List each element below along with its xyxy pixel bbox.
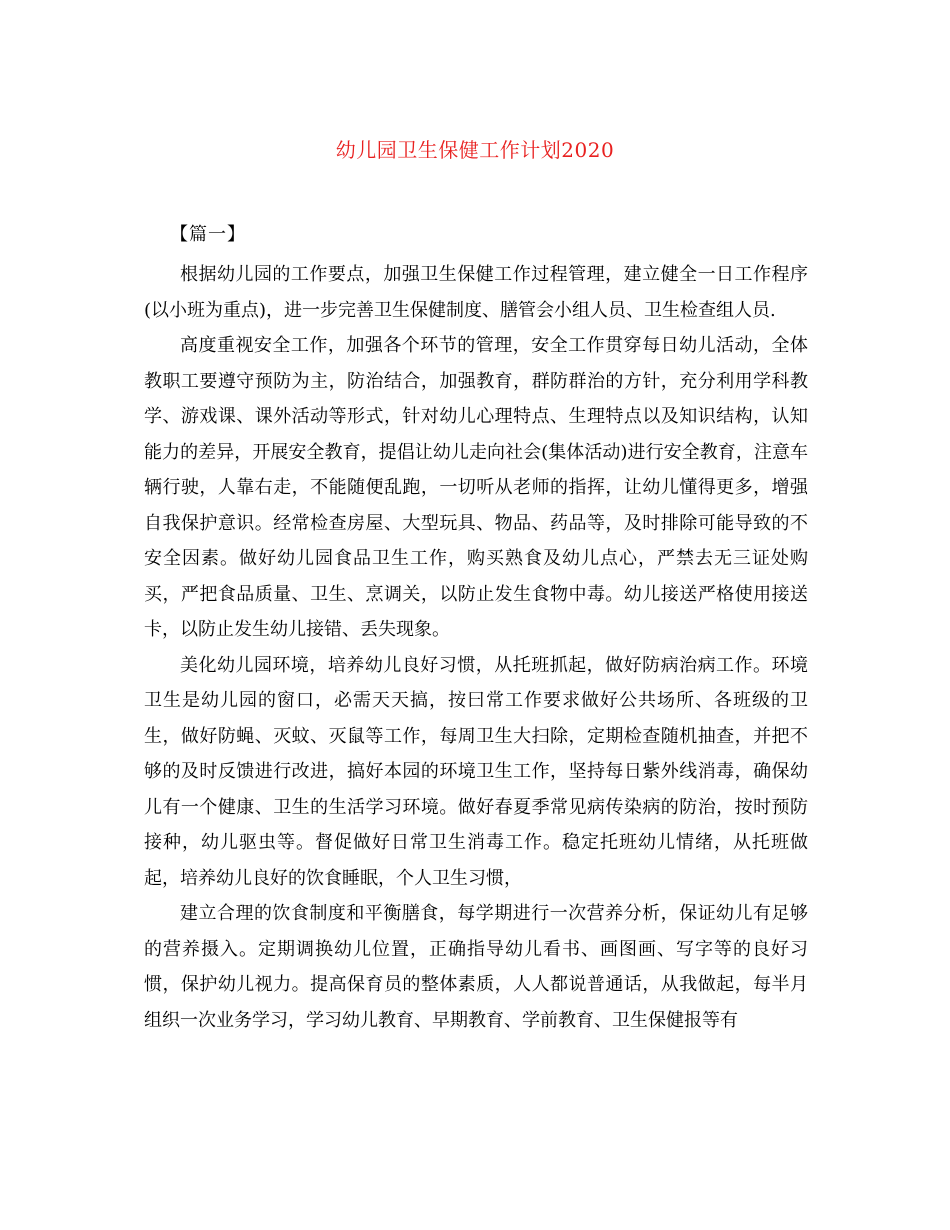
section-label: 【篇一】 [170,224,246,245]
paragraph: 建立合理的饮食制度和平衡膳食，每学期进行一次营养分析，保证幼儿有足够的营养摄入。定期调换幼儿位置，正确指导幼儿看书、画图画、写字等的良好习惯，保护幼儿视力。提高保育员的整体素质，人人都说普通话，从我做起，每半月组织一次业务学习，学习幼儿教育、早期教育、学前教育、卫生保健报等有 [144,903,808,1031]
document-title: 幼儿园卫生保健工作计划2020 [335,138,615,162]
document-body [144,257,808,1038]
paragraph: 根据幼儿园的工作要点，加强卫生保健工作过程管理，建立健全一日工作程序(以小班为重点)，进一步完善卫生保健制度、膳管会小组人员、卫生检查组人员. [144,264,808,321]
paragraph: 美化幼儿园环境，培养幼儿良好习惯，从托班抓起，做好防病治病工作。环境卫生是幼儿园的窗口，必需天天搞，按曰常工作要求做好公共场所、各班级的卫生，做好防蝇、灭蚊、灭鼠等工作，每周卫生大扫除，定期检查随机抽查，并把不够的及时反馈进行改进，搞好本园的环境卫生工作，坚持每日紫外线消毒，确保幼儿有一个健康、卫生的生活学习环境。做好春夏季常见病传染病的防治，按时预防接种，幼儿驱虫等。督促做好日常卫生消毒工作。稳定托班幼儿情绪，从托班做起，培养幼儿良好的饮食睡眠，个人卫生习惯， [144,654,808,889]
paragraph: 高度重视安全工作，加强各个环节的管理，安全工作贯穿每日幼儿活动，全体教职工要遵守预防为主，防治结合，加强教育，群防群治的方针，充分利用学科教学、游戏课、课外活动等形式，针对幼儿心理特点、生理特点以及知识结构，认知能力的差异，开展安全教育，提倡让幼儿走向社会(集体活动)进行安全教育，注意车辆行驶，人靠右走，不能随便乱跑，一切听从老师的指挥，让幼儿懂得更多，增强自我保护意识。经常检查房屋、大型玩具、物品、药品等，及时排除可能导致的不安全因素。做好幼儿园食品卫生工作，购买熟食及幼儿点心，严禁去无三证处购买，严把食品质量、卫生、烹调关，以防止发生食物中毒。幼儿接送严格使用接送卡，以防止发生幼儿接错、丢失现象。 [144,335,808,640]
